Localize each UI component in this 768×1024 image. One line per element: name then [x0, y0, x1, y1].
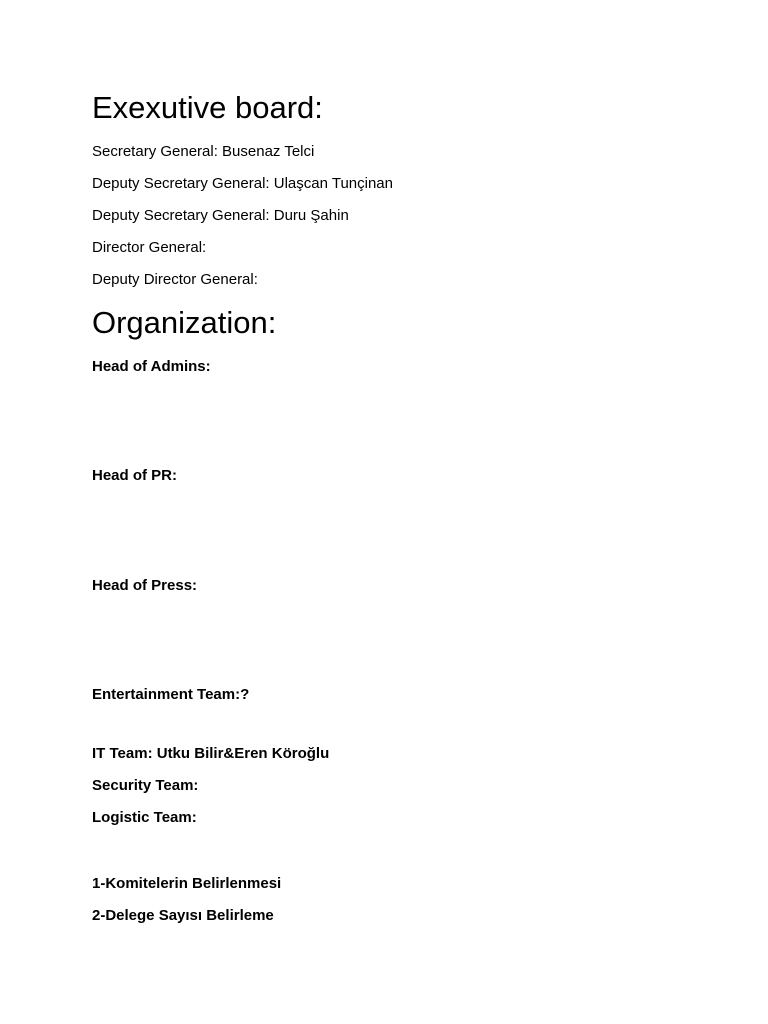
head-of-admins-line: Head of Admins: — [92, 358, 211, 375]
executive-board-heading: Exexutive board: — [92, 90, 323, 125]
deputy-secretary-general-line-2: Deputy Secretary General: Duru Şahin — [92, 207, 349, 224]
task-item-1: 1-Komitelerin Belirlenmesi — [92, 875, 282, 892]
director-general-line: Director General: — [92, 239, 207, 256]
entertainment-team-line: Entertainment Team:? — [92, 686, 250, 703]
head-of-press-line: Head of Press: — [92, 577, 198, 594]
deputy-secretary-general-line-1: Deputy Secretary General: Ulaşcan Tunçinan — [92, 175, 393, 192]
deputy-director-general-line: Deputy Director General: — [92, 271, 258, 288]
it-team-line: IT Team: Utku Bilir&Eren Köroğlu — [92, 745, 330, 762]
logistic-team-line: Logistic Team: — [92, 809, 197, 826]
organization-heading: Organization: — [92, 305, 277, 340]
head-of-pr-line: Head of PR: — [92, 467, 178, 484]
secretary-general-line: Secretary General: Busenaz Telci — [92, 143, 315, 160]
task-item-2: 2-Delege Sayısı Belirleme — [92, 907, 274, 924]
security-team-line: Security Team: — [92, 777, 199, 794]
